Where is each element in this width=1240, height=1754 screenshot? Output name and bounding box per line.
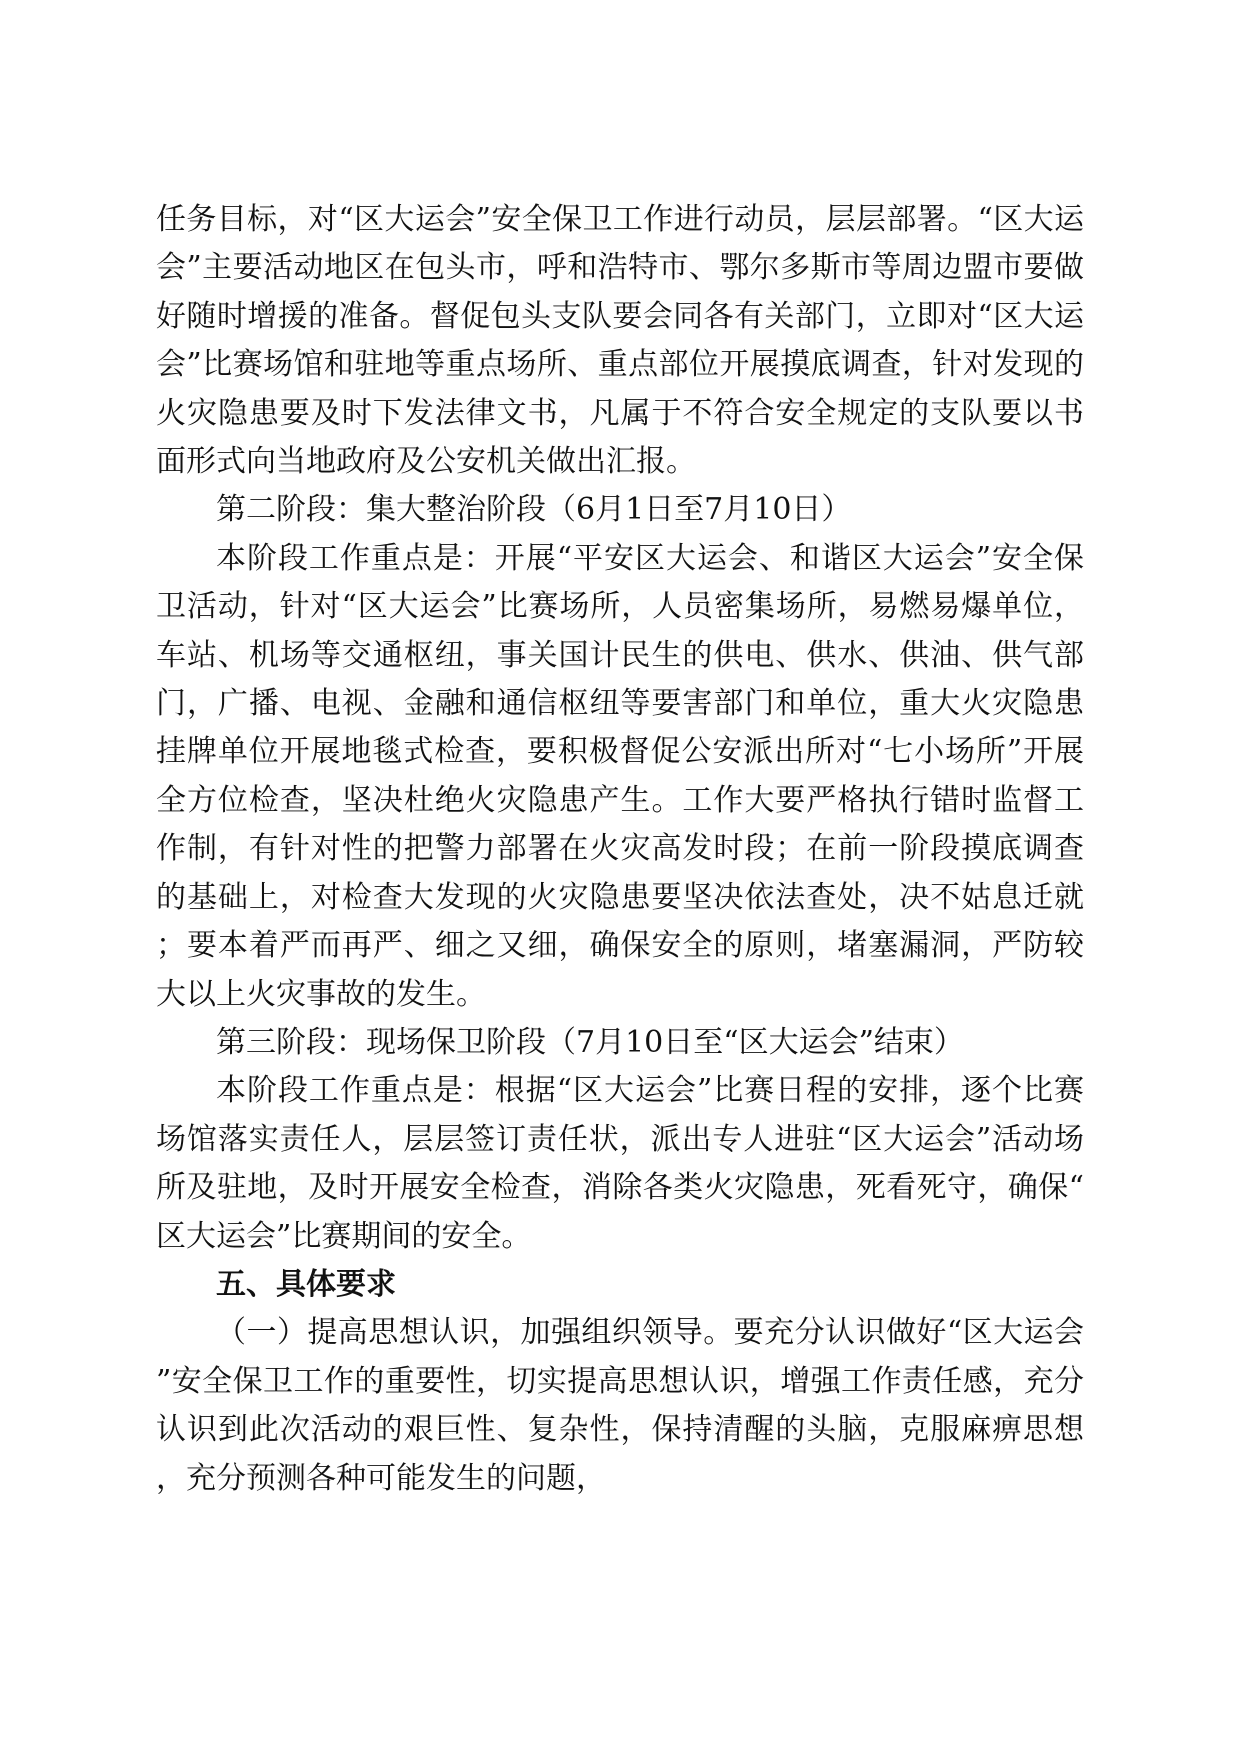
paragraph-phase-three-focus: 本阶段工作重点是：根据“区大运会”比赛日程的安排，逐个比赛场馆落实责任人，层层签订责任状，派出专人进驻“区大运会”活动场所及驻地，及时开展安全检查，消除各类火灾隐患，死看死守，确保“区大运会”比赛期间的安全。 <box>156 1073 1084 1254</box>
document-body <box>156 196 1084 1503</box>
paragraph-requirement-one: （一）提高思想认识，加强组织领导。要充分认识做好“区大运会”安全保卫工作的重要性，切实提高思想认识，增强工作责任感，充分认识到此次活动的艰巨性、复杂性，保持清醒的头脑，克服麻痹思想，充分预测各种可能发生的问题， <box>156 1315 1084 1496</box>
paragraph-task-goals: 任务目标，对“区大运会”安全保卫工作进行动员，层层部署。“区大运会”主要活动地区在包头市，呼和浩特市、鄂尔多斯市等周边盟市要做好随时增援的准备。督促包头支队要会同各有关部门，立即对“区大运会”比赛场馆和驻地等重点场所、重点部位开展摸底调查，针对发现的火灾隐患要及时下发法律文书，凡属于不符合安全规定的支队要以书面形式向当地政府及公安机关做出汇报。 <box>156 202 1084 480</box>
section-heading-specific-requirements: 五、具体要求 <box>216 1266 396 1302</box>
paragraph-phase-three-title: 第三阶段：现场保卫阶段（7月10日至“区大运会”结束） <box>216 1024 964 1060</box>
paragraph-phase-two-title: 第二阶段：集大整治阶段（6月1日至7月10日） <box>216 492 852 528</box>
paragraph-phase-two-focus: 本阶段工作重点是：开展“平安区大运会、和谐区大运会”安全保卫活动，针对“区大运会”比赛场所，人员密集场所，易燃易爆单位，车站、机场等交通枢纽，事关国计民生的供电、供水、供油、供气部门，广播、电视、金融和通信枢纽等要害部门和单位，重大火灾隐患挂牌单位开展地毯式检查，要积极督促公安派出所对“七小场所”开展全方位检查，坚决杜绝火灾隐患产生。工作大要严格执行错时监督工作制，有针对性的把警力部署在火灾高发时段；在前一阶段摸底调查的基础上，对检查大发现的火灾隐患要坚决依法查处，决不姑息迁就；要本着严而再严、细之又细，确保安全的原则，堵塞漏洞，严防较大以上火灾事故的发生。 <box>156 540 1084 1012</box>
